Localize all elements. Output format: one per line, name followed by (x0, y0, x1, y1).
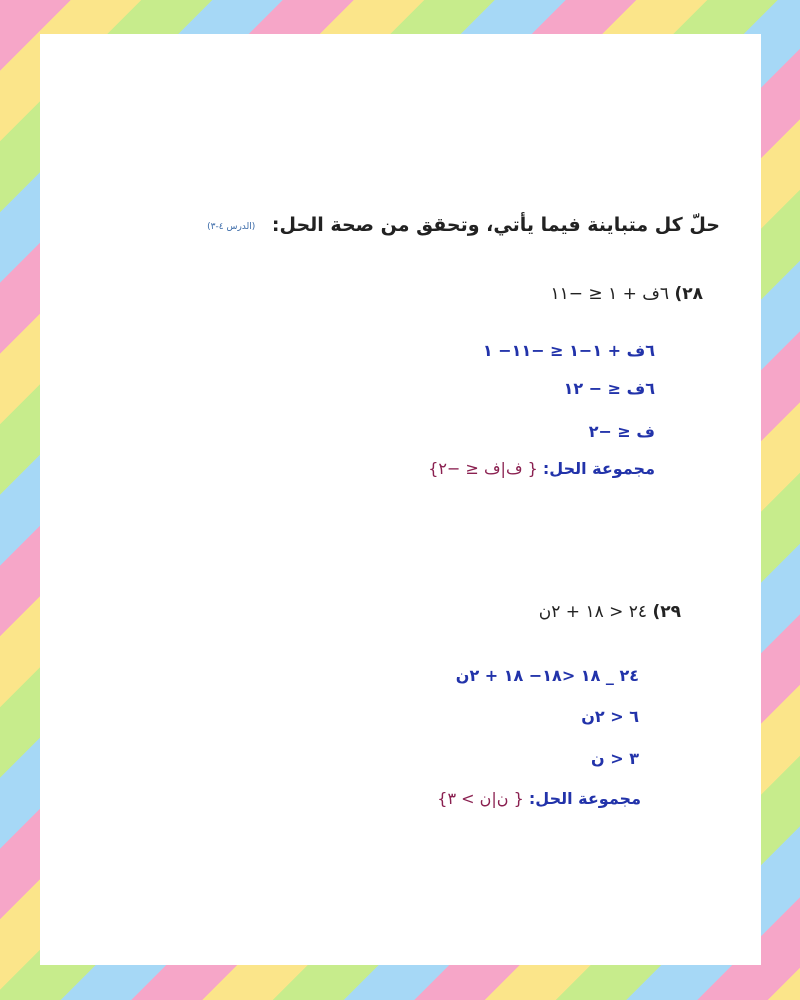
solution-set-28 (428, 459, 655, 478)
solution-set-label: مجموعة الحل: (528, 789, 641, 808)
solution-step: ف ≤ −٢ (588, 422, 655, 441)
solution-step: ٦ف ≤ − ١٢ (563, 379, 655, 398)
solution-step: ٢٤ _ ١٨ <١٨− ١٨ + ٢ن (455, 666, 639, 685)
problem-inequality: ٢٤ < ١٨ + ٢ن (538, 602, 648, 622)
problem-number: ٢٨) (674, 284, 703, 304)
solution-set-29 (437, 789, 641, 808)
solution-step: ٦ < ٢ن (581, 707, 639, 726)
solution-step: ٦ف + ١−١ ≤ −١١− ١ (482, 341, 655, 360)
instruction-line (207, 214, 720, 236)
instruction-text: حلّ كل متباينة فيما يأتي، وتحقق من صحة الحل: (271, 214, 720, 236)
problem-29 (539, 602, 681, 622)
solution-set-value: { ن|ن > ٣} (437, 789, 524, 808)
lesson-reference: (الدرس ٤-٣) (207, 222, 256, 232)
solution-set-label: مجموعة الحل: (542, 459, 655, 478)
problem-number: ٢٩) (652, 602, 681, 622)
problem-28 (551, 284, 703, 304)
solution-step: ٣ < ن (591, 749, 639, 768)
problem-inequality: ٦ف + ١ ≤ −١١ (550, 284, 670, 304)
solution-set-value: { ف|ف ≤ −٢} (428, 459, 538, 478)
worksheet-page (40, 34, 761, 965)
